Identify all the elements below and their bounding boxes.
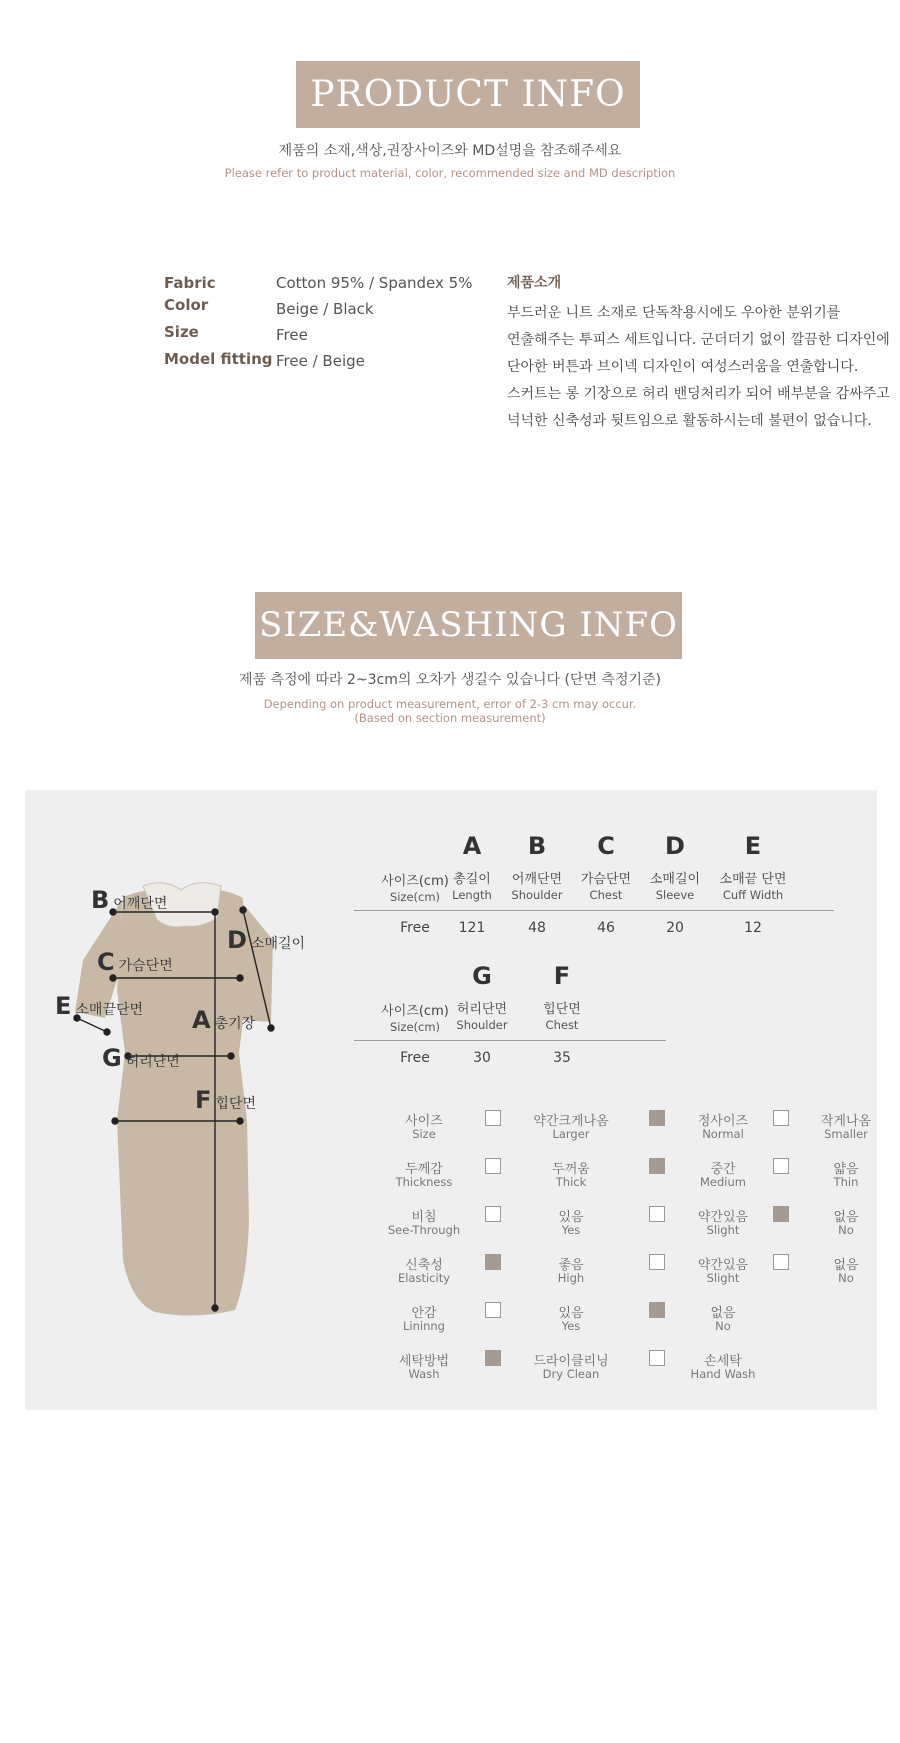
attr-see-through-ko: 비침 xyxy=(411,1210,437,1225)
col-letter-g: G xyxy=(472,962,492,990)
spec-value-color: Beige / Black xyxy=(276,300,374,318)
checkbox[interactable] xyxy=(773,1158,789,1174)
label-e-cuff: E소매끝단면 xyxy=(55,992,144,1020)
col-letter-c: C xyxy=(597,832,615,860)
option-label-en: No xyxy=(838,1223,854,1237)
checkbox[interactable] xyxy=(485,1254,501,1270)
option-label: 없음 xyxy=(710,1306,736,1321)
option-label: 약간있음 xyxy=(697,1210,749,1225)
spec-label-model-fitting: Model fitting xyxy=(164,350,273,368)
col-letter-e: E xyxy=(744,832,762,860)
option-label: 없음 xyxy=(833,1258,859,1273)
size-info-subtitle-en: Depending on product measurement, error of 2-3 cm may occur. xyxy=(263,697,637,711)
label-f-hip: F힙단면 xyxy=(195,1086,256,1114)
checkbox[interactable] xyxy=(649,1302,665,1318)
table-bottom-value-f: 35 xyxy=(553,1050,571,1066)
table-top-value-d: 20 xyxy=(666,920,684,936)
label-a-length: A총기장 xyxy=(192,1006,256,1034)
attr-lining-en: Lininng xyxy=(403,1319,445,1333)
spec-value-model-fitting: Free / Beige xyxy=(276,352,365,370)
product-intro-line: 연출해주는 투피스 세트입니다. 군더더기 없이 깔끔한 디자인에 xyxy=(507,332,890,348)
option-label-en: No xyxy=(838,1271,854,1285)
col-ko-b: 어깨단면 xyxy=(511,872,563,887)
option-label-en: No xyxy=(715,1319,731,1333)
checkbox[interactable] xyxy=(485,1158,501,1174)
option-label: 좋음 xyxy=(558,1258,584,1273)
option-label-en: High xyxy=(557,1271,585,1285)
col-letter-a: A xyxy=(462,832,482,860)
checkbox[interactable] xyxy=(649,1254,665,1270)
col-ko-a: 총길이 xyxy=(453,872,491,887)
option-label-en: Dry Clean xyxy=(542,1367,600,1381)
option-label-en: Medium xyxy=(700,1175,746,1189)
option-label: 드라이클리닝 xyxy=(533,1354,609,1369)
table-top-value-c: 46 xyxy=(597,920,615,936)
size-panel xyxy=(25,790,877,1410)
option-label-en: Normal xyxy=(702,1127,744,1141)
option-label: 정사이즈 xyxy=(697,1114,749,1129)
option-label: 있음 xyxy=(558,1306,584,1321)
spec-label-color: Color xyxy=(164,296,209,314)
checkbox[interactable] xyxy=(485,1350,501,1366)
label-c-chest: C가슴단면 xyxy=(97,948,173,976)
option-label: 얇음 xyxy=(833,1162,859,1177)
checkbox[interactable] xyxy=(773,1254,789,1270)
col-letter-f: F xyxy=(553,962,571,990)
col-ko-g: 허리단면 xyxy=(456,1002,508,1017)
checkbox[interactable] xyxy=(773,1110,789,1126)
table-top-size-en: Size(cm) xyxy=(389,890,441,904)
option-label: 작게나옴 xyxy=(820,1114,872,1129)
attr-wash-en: Wash xyxy=(408,1367,440,1381)
option-label-en: Hand Wash xyxy=(690,1367,756,1381)
checkbox[interactable] xyxy=(485,1302,501,1318)
spec-value-size: Free xyxy=(276,326,308,344)
table-bottom-value-g: 30 xyxy=(473,1050,491,1066)
option-label: 두꺼움 xyxy=(552,1162,590,1177)
option-label: 약간크게나옴 xyxy=(533,1114,609,1129)
size-info-subtitle-ko: 제품 측정에 따라 2~3cm의 오차가 생길수 있습니다 (단면 측정기준) xyxy=(239,672,661,688)
table-bottom-size-en: Size(cm) xyxy=(389,1020,441,1034)
col-en-e: Cuff Width xyxy=(722,888,784,902)
size-info-subtitle-en-2: (Based on section measurement) xyxy=(354,711,546,725)
col-ko-d: 소매길이 xyxy=(649,872,701,887)
table-bottom-divider xyxy=(354,1040,666,1041)
spec-label-size: Size xyxy=(164,323,199,341)
option-label-en: Larger xyxy=(552,1127,590,1141)
option-label: 있음 xyxy=(558,1210,584,1225)
table-top-value-e: 12 xyxy=(744,920,762,936)
table-top-size-ko: 사이즈(cm) xyxy=(381,874,449,889)
attr-size-en: Size xyxy=(412,1127,436,1141)
col-en-c: Chest xyxy=(589,888,623,902)
col-en-d: Sleeve xyxy=(655,888,695,902)
option-label-en: Yes xyxy=(561,1223,581,1237)
label-d-sleeve: D소매길이 xyxy=(227,926,306,954)
checkbox[interactable] xyxy=(649,1350,665,1366)
checkbox[interactable] xyxy=(649,1110,665,1126)
col-ko-e: 소매끝 단면 xyxy=(719,872,787,887)
table-bottom-size-ko: 사이즈(cm) xyxy=(381,1004,449,1019)
checkbox[interactable] xyxy=(649,1158,665,1174)
checkbox[interactable] xyxy=(485,1206,501,1222)
col-en-g: Shoulder xyxy=(456,1018,508,1032)
attr-thickness-en: Thickness xyxy=(395,1175,453,1189)
option-label-en: Thick xyxy=(555,1175,587,1189)
product-info-subtitle-ko: 제품의 소재,색상,권장사이즈와 MD설명을 참조해주세요 xyxy=(278,143,622,159)
option-label-en: Slight xyxy=(706,1223,740,1237)
attr-size-ko: 사이즈 xyxy=(405,1114,443,1129)
label-g-waist: G허리단면 xyxy=(102,1044,180,1072)
attr-thickness-ko: 두께감 xyxy=(405,1162,443,1177)
checkbox[interactable] xyxy=(485,1110,501,1126)
table-top-size-value: Free xyxy=(400,920,430,936)
checkbox[interactable] xyxy=(649,1206,665,1222)
col-en-b: Shoulder xyxy=(511,888,563,902)
table-bottom-size-value: Free xyxy=(400,1050,430,1066)
col-letter-d: D xyxy=(665,832,685,860)
col-ko-c: 가슴단면 xyxy=(580,872,632,887)
attr-see-through-en: See-Through xyxy=(387,1223,461,1237)
col-en-f: Chest xyxy=(545,1018,579,1032)
option-label: 중간 xyxy=(710,1162,736,1177)
product-info-subtitle-en: Please refer to product material, color, recommended size and MD description xyxy=(224,166,676,180)
table-top-value-b: 48 xyxy=(528,920,546,936)
table-top-value-a: 121 xyxy=(458,920,486,936)
product-info-banner: PRODUCT INFO xyxy=(296,61,640,128)
option-label-en: Smaller xyxy=(824,1127,868,1141)
spec-value-fabric: Cotton 95% / Spandex 5% xyxy=(276,274,473,292)
product-intro-line: 넉넉한 신축성과 뒷트임으로 활동하시는데 불편이 없습니다. xyxy=(507,413,872,429)
product-intro-line: 스커트는 롱 기장으로 허리 밴딩처리가 되어 배부분을 감싸주고 xyxy=(507,386,890,402)
spec-label-fabric: Fabric xyxy=(164,274,216,292)
label-b-shoulder: B어깨단면 xyxy=(91,886,168,914)
option-label-en: Yes xyxy=(561,1319,581,1333)
option-label: 약간있음 xyxy=(697,1258,749,1273)
product-intro-line: 부드러운 니트 소재로 단독착용시에도 우아한 분위기를 xyxy=(507,305,841,321)
product-intro-title: 제품소개 xyxy=(507,275,562,291)
table-top-divider xyxy=(354,910,834,911)
col-en-a: Length xyxy=(452,888,492,902)
attr-elasticity-ko: 신축성 xyxy=(405,1258,443,1273)
attr-lining-ko: 안감 xyxy=(411,1306,437,1321)
col-letter-b: B xyxy=(527,832,547,860)
attr-wash-ko: 세탁방법 xyxy=(398,1354,450,1369)
attr-elasticity-en: Elasticity xyxy=(397,1271,451,1285)
col-ko-f: 힙단면 xyxy=(543,1002,581,1017)
product-intro-line: 단아한 버튼과 브이넥 디자인이 여성스러움을 연출합니다. xyxy=(507,359,859,375)
option-label-en: Slight xyxy=(706,1271,740,1285)
option-label: 없음 xyxy=(833,1210,859,1225)
option-label: 손세탁 xyxy=(704,1354,742,1369)
option-label-en: Thin xyxy=(833,1175,859,1189)
checkbox[interactable] xyxy=(773,1206,789,1222)
size-washing-banner: SIZE&WASHING INFO xyxy=(255,592,682,659)
